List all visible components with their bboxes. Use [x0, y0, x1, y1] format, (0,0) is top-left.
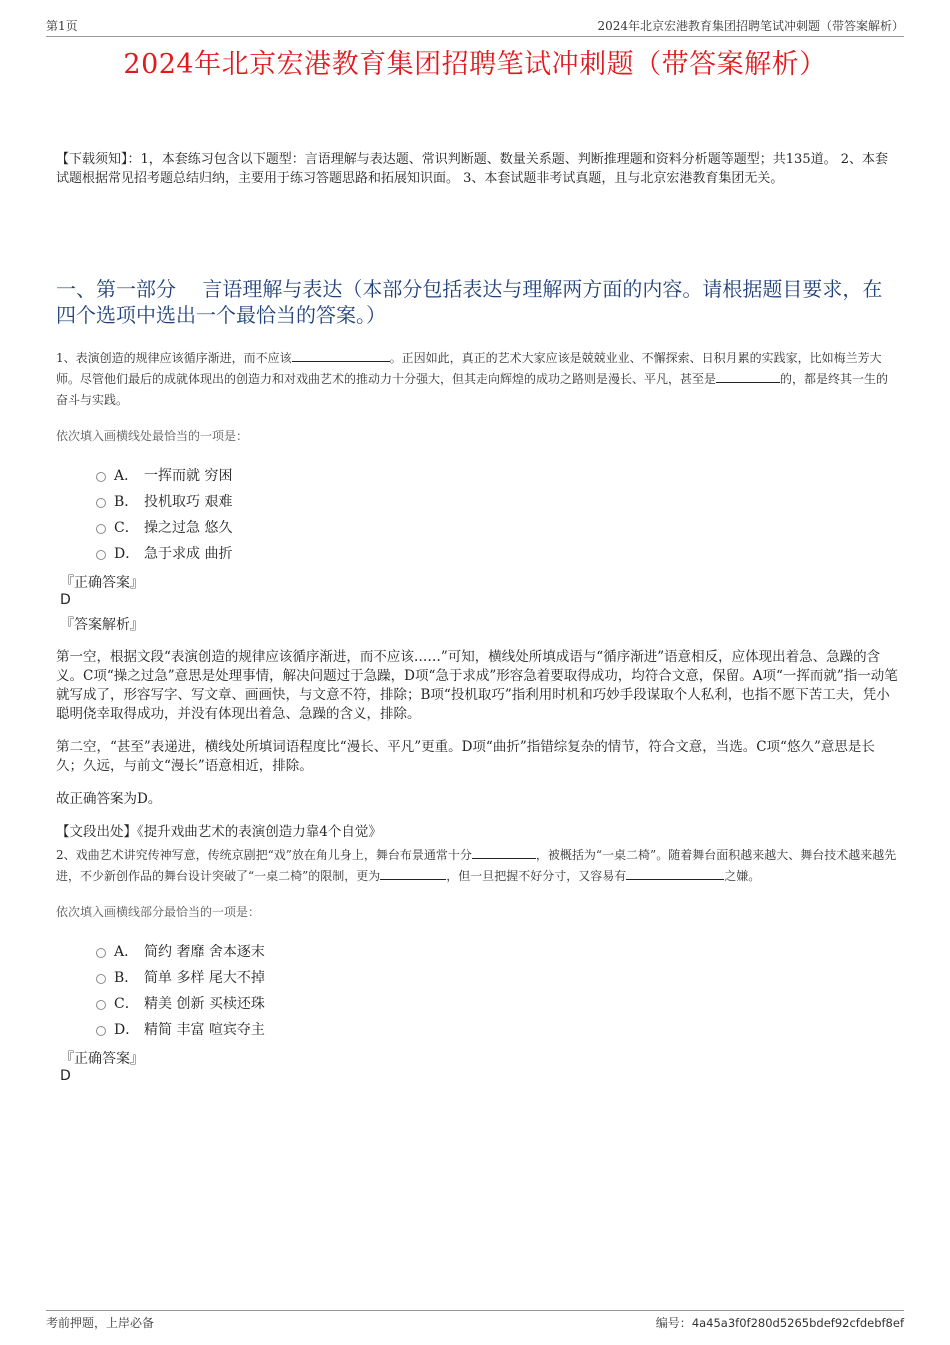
- question-1-text: 1、表演创造的规律应该循序渐进，而不应该 。正因如此，真正的艺术大家应该是兢兢业业、不懈探索、日积月累的实践家，比如梅兰芳大师。尽管他们最后的成就体现出的创造力和对戏曲艺术的推动力十分强大，但其走向辉煌的成功之路则是漫长、平凡，甚至是 的，都是终其一生的奋斗与实践。: [56, 351, 889, 407]
- blank-line: [716, 370, 780, 383]
- question-1-instruction: 依次填入画横线处最恰当的一项是：: [56, 429, 249, 443]
- option-a[interactable]: A． 一挥而就 穷困: [96, 462, 898, 488]
- radio-icon[interactable]: [96, 472, 106, 482]
- question-2-text: 2、戏曲艺术讲究传神写意，传统京剧把“戏”放在角儿身上，舞台布景通常十分 ，被概括为“一桌二椅”。随着舞台面积越来越大、舞台技术越来越先进，不少新创作品的舞台设计突破了“一桌二椅”的限制，更为 ，但一旦把握不好分寸，又容易有 之嫌。: [56, 848, 897, 883]
- download-notice: 【下载须知】：1，本套练习包含以下题型：言语理解与表达题、常识判断题、数量关系题、判断推理题和资料分析题等题型；共135道。 2、本套试题根据常见招考题总结归纳，主要用于练习答题思路和拓展知识面。 3、本套试题非考试真题，且与北京宏港教育集团无关。: [56, 152, 888, 186]
- blank-line: [626, 867, 724, 880]
- analysis-label: 『答案解析』: [60, 617, 144, 633]
- blank-line: [292, 349, 390, 362]
- option-d[interactable]: D． 急于求成 曲折: [96, 540, 898, 566]
- page-footer: [46, 1310, 904, 1331]
- radio-icon[interactable]: [96, 498, 106, 508]
- radio-icon[interactable]: [96, 550, 106, 560]
- question-2-options: [96, 938, 898, 1042]
- page-title: 2024年北京宏港教育集团招聘笔试冲刺题（带答案解析）: [123, 49, 827, 80]
- radio-icon[interactable]: [96, 1000, 106, 1010]
- page-header: [46, 14, 904, 37]
- page-number: 第1页: [46, 19, 78, 33]
- answer-value: D: [60, 1068, 71, 1084]
- radio-icon[interactable]: [96, 948, 106, 958]
- analysis-paragraph: 第二空，“甚至”表递进，横线处所填词语程度比“漫长、平凡”更重。D项“曲折”指错综复杂的情节，符合文意，当选。C项“悠久”意思是长久；久远，与前文“漫长”语意相近，排除。: [56, 739, 875, 774]
- footer-code: 编号：4a45a3f0f280d5265bdef92cfdebf8ef: [655, 1316, 904, 1330]
- analysis-paragraph: 第一空，根据文段“表演创造的规律应该循序渐进，而不应该……”可知，横线处所填成语与“循序渐进”语意相反，应体现出着急、急躁的含义。C项“操之过急”意思是处理事情，解决问题过于急躁，D项“急于求成”形容急着要取得成功，均符合文意，保留。A项“一挥而就”指一动笔就写成了，形容写字、写文章、画画快，与文意不符，排除；B项“投机取巧”指利用时机和巧妙手段谋取个人私利，也指不愿下苦工夫，凭小聪明侥幸取得成功，并没有体现出着急、急躁的含义，排除。: [56, 649, 898, 722]
- question-1: [56, 348, 898, 842]
- header-doc-title: 2024年北京宏港教育集团招聘笔试冲刺题（带答案解析）: [597, 19, 904, 33]
- analysis-source: 【文段出处】《提升戏曲艺术的表演创造力靠4个自觉》: [56, 824, 382, 840]
- option-c[interactable]: C． 精美 创新 买椟还珠: [96, 990, 898, 1016]
- question-2-instruction: 依次填入画横线部分最恰当的一项是：: [56, 905, 261, 919]
- footer-slogan: 考前押题，上岸必备: [46, 1316, 155, 1330]
- blank-line: [380, 867, 446, 880]
- radio-icon[interactable]: [96, 1026, 106, 1036]
- option-a[interactable]: A． 简约 奢靡 舍本逐末: [96, 938, 898, 964]
- question-2: [56, 845, 898, 1084]
- radio-icon[interactable]: [96, 974, 106, 984]
- answer-label: 『正确答案』: [60, 575, 144, 591]
- answer-label: 『正确答案』: [60, 1051, 144, 1067]
- option-b[interactable]: B． 简单 多样 尾大不掉: [96, 964, 898, 990]
- blank-line: [472, 846, 536, 859]
- option-c[interactable]: C． 操之过急 悠久: [96, 514, 898, 540]
- section-heading: 一、第一部分 言语理解与表达（本部分包括表达与理解两方面的内容。请根据题目要求，在四个选项中选出一个最恰当的答案。）: [56, 277, 883, 327]
- option-b[interactable]: B． 投机取巧 艰难: [96, 488, 898, 514]
- radio-icon[interactable]: [96, 524, 106, 534]
- question-1-options: [96, 462, 898, 566]
- answer-value: D: [60, 592, 71, 608]
- analysis-paragraph: 故正确答案为D。: [56, 791, 162, 807]
- option-d[interactable]: D． 精简 丰富 喧宾夺主: [96, 1016, 898, 1042]
